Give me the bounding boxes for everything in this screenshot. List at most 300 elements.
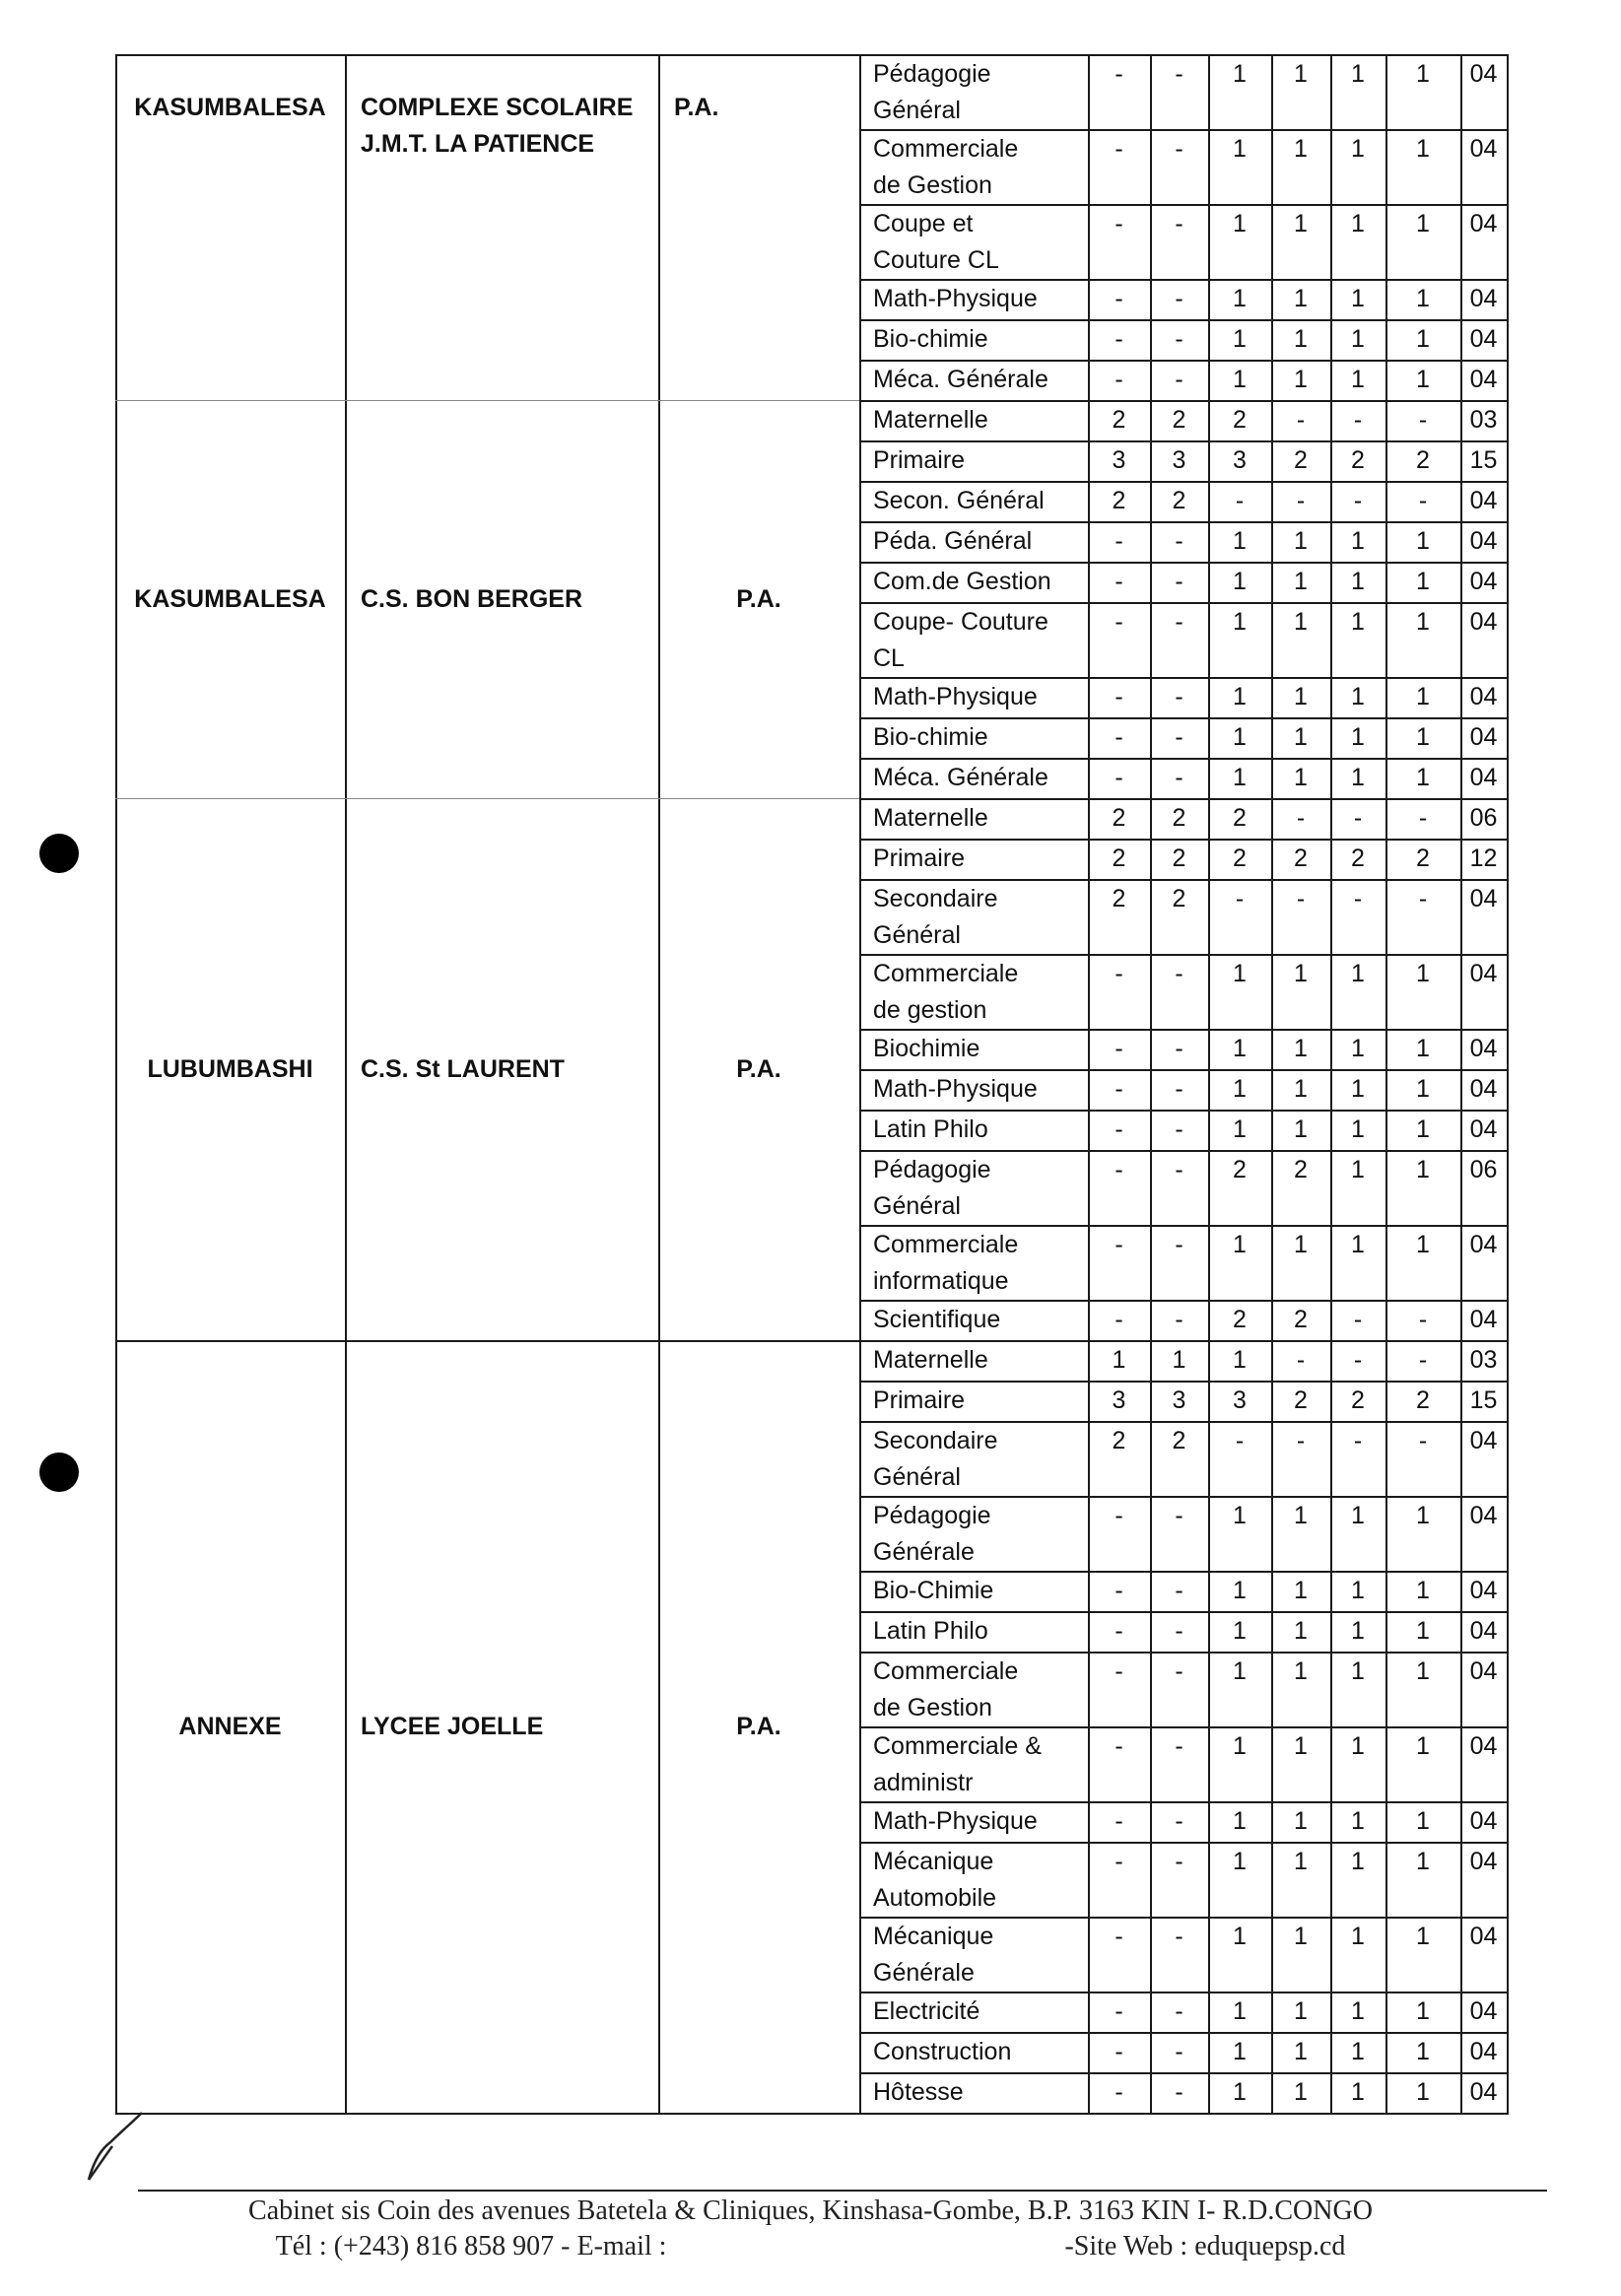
management-regime: P.A.: [736, 585, 781, 613]
row-total: 03: [1469, 1346, 1498, 1374]
level-count: 2: [1233, 406, 1247, 434]
group-divider: [115, 1340, 859, 1342]
level-count: 1: [1233, 60, 1247, 88]
section-label: Math-Physique: [873, 683, 1038, 710]
row-total: 04: [1469, 960, 1498, 987]
level-count: 1: [1351, 2038, 1365, 2065]
row-total: 04: [1469, 608, 1498, 636]
section-label: Latin Philo: [873, 1617, 988, 1645]
level-count: -: [1114, 366, 1123, 393]
level-count: 1: [1233, 764, 1247, 791]
level-count: -: [1114, 135, 1123, 163]
section-label: Méca. Générale: [873, 366, 1048, 393]
level-count: 1: [1416, 1923, 1430, 1950]
level-count: 1: [1416, 960, 1430, 987]
level-count: -: [1175, 2078, 1183, 2106]
level-count: 1: [1351, 568, 1365, 595]
level-count: 1: [1294, 2078, 1308, 2106]
level-count: 1: [1294, 1848, 1308, 1875]
level-count: 1: [1416, 1657, 1430, 1685]
section-label: Commerciale &: [873, 1732, 1042, 1760]
level-count: 1: [1416, 285, 1430, 312]
level-count: 1: [1351, 210, 1365, 237]
level-count: 1: [1294, 1997, 1308, 2025]
level-count: -: [1418, 487, 1428, 514]
level-count: -: [1175, 2038, 1183, 2065]
section-label: Bio-chimie: [873, 325, 988, 353]
school-name: C.S. St LAURENT: [361, 1055, 565, 1083]
level-count: 2: [1112, 406, 1126, 434]
district-name: LUBUMBASHI: [147, 1055, 313, 1083]
school-name: J.M.T. LA PATIENCE: [361, 130, 595, 158]
row-total: 15: [1469, 446, 1498, 474]
level-count: -: [1114, 527, 1123, 555]
level-count: -: [1353, 487, 1363, 514]
level-count: 1: [1351, 1035, 1365, 1062]
section-label: Méca. Générale: [873, 764, 1048, 791]
level-count: -: [1114, 723, 1123, 751]
level-count: 1: [1294, 527, 1308, 555]
level-count: 2: [1294, 1156, 1308, 1183]
district-name: KASUMBALESA: [134, 585, 326, 613]
section-label: Général: [873, 1192, 961, 1220]
section-label: Maternelle: [873, 1346, 988, 1374]
level-count: 1: [1351, 1577, 1365, 1604]
level-count: -: [1175, 1115, 1183, 1143]
level-count: -: [1175, 1848, 1183, 1875]
column-divider: [1088, 54, 1090, 2113]
level-count: 1: [1351, 1732, 1365, 1760]
level-count: 1: [1233, 960, 1247, 987]
level-count: 1: [1351, 1807, 1365, 1835]
level-count: 1: [1233, 723, 1247, 751]
level-count: 3: [1172, 446, 1186, 474]
level-count: 1: [1294, 1807, 1308, 1835]
footer-email-redacted: [673, 2231, 1057, 2262]
level-count: 2: [1294, 1386, 1308, 1414]
row-total: 06: [1469, 1156, 1498, 1183]
level-count: 1: [1351, 60, 1365, 88]
level-count: 1: [1416, 1035, 1430, 1062]
level-count: 1: [1172, 1346, 1186, 1374]
level-count: -: [1353, 1427, 1363, 1454]
row-total: 04: [1469, 683, 1498, 710]
footer-website: -Site Web : eduquepsp.cd: [1064, 2231, 1346, 2262]
section-label: administr: [873, 1769, 974, 1796]
column-divider: [1460, 54, 1462, 2113]
section-label: Math-Physique: [873, 1075, 1038, 1103]
level-count: 1: [1233, 1617, 1247, 1645]
level-count: -: [1175, 1075, 1183, 1103]
level-count: 2: [1112, 1427, 1126, 1454]
level-count: 2: [1172, 487, 1186, 514]
level-count: 3: [1233, 1386, 1247, 1414]
row-total: 04: [1469, 325, 1498, 353]
group-divider-faint: [115, 400, 859, 401]
footer-email-label: - E-mail :: [561, 2231, 667, 2262]
level-count: 1: [1233, 1732, 1247, 1760]
level-count: 1: [1294, 2038, 1308, 2065]
table-border-left: [115, 54, 117, 2113]
level-count: -: [1175, 1807, 1183, 1835]
level-count: 1: [1416, 366, 1430, 393]
level-count: 1: [1351, 1617, 1365, 1645]
level-count: 3: [1112, 1386, 1126, 1414]
level-count: -: [1114, 683, 1123, 710]
row-total: 04: [1469, 1577, 1498, 1604]
level-count: -: [1175, 683, 1183, 710]
section-label: Math-Physique: [873, 1807, 1038, 1835]
level-count: -: [1175, 568, 1183, 595]
level-count: 1: [1351, 608, 1365, 636]
level-count: 1: [1416, 1577, 1430, 1604]
section-label: Mécanique: [873, 1923, 994, 1950]
section-label: Coupe et: [873, 210, 974, 237]
level-count: 1: [1233, 325, 1247, 353]
section-label: Com.de Gestion: [873, 568, 1051, 595]
level-count: 2: [1112, 844, 1126, 872]
level-count: 1: [1351, 683, 1365, 710]
level-count: -: [1114, 285, 1123, 312]
level-count: 1: [1233, 1923, 1247, 1950]
level-count: 1: [1416, 764, 1430, 791]
level-count: 2: [1351, 1386, 1365, 1414]
level-count: -: [1114, 1231, 1123, 1258]
column-divider: [1271, 54, 1273, 2113]
level-count: 1: [1294, 1732, 1308, 1760]
section-label: Hôtesse: [873, 2078, 964, 2106]
level-count: 1: [1416, 60, 1430, 88]
row-total: 12: [1469, 844, 1498, 872]
column-divider: [658, 54, 660, 2113]
level-count: 1: [1233, 1848, 1247, 1875]
level-count: 1: [1416, 2078, 1430, 2106]
row-total: 04: [1469, 1035, 1498, 1062]
section-label: Automobile: [873, 1884, 997, 1912]
table-border-right: [1507, 54, 1509, 2113]
level-count: -: [1114, 1035, 1123, 1062]
level-count: -: [1175, 285, 1183, 312]
level-count: 1: [1294, 1035, 1308, 1062]
section-label: Construction: [873, 2038, 1012, 2065]
section-label: Générale: [873, 1959, 975, 1987]
level-count: -: [1175, 1502, 1183, 1529]
section-label: Secondaire: [873, 885, 998, 912]
level-count: -: [1114, 1115, 1123, 1143]
row-total: 03: [1469, 406, 1498, 434]
level-count: -: [1418, 1306, 1428, 1333]
group-divider-faint: [115, 798, 859, 799]
level-count: 1: [1416, 325, 1430, 353]
signature-mark: [81, 2109, 160, 2188]
level-count: 1: [1351, 285, 1365, 312]
level-count: -: [1114, 1156, 1123, 1183]
section-label: Général: [873, 97, 961, 124]
row-total: 04: [1469, 1427, 1498, 1454]
level-count: -: [1175, 1306, 1183, 1333]
level-count: -: [1114, 608, 1123, 636]
row-total: 06: [1469, 804, 1498, 832]
level-count: 1: [1416, 1848, 1430, 1875]
section-label: Secon. Général: [873, 487, 1045, 514]
level-count: 1: [1233, 683, 1247, 710]
level-count: 3: [1112, 446, 1126, 474]
section-label: Général: [873, 921, 961, 949]
level-count: -: [1175, 1617, 1183, 1645]
level-count: -: [1353, 1346, 1363, 1374]
row-total: 04: [1469, 1923, 1498, 1950]
level-count: 1: [1233, 608, 1247, 636]
table-border-bottom: [115, 2113, 1509, 2115]
level-count: 1: [1294, 608, 1308, 636]
level-count: -: [1175, 325, 1183, 353]
level-count: 1: [1416, 1115, 1430, 1143]
level-count: 2: [1112, 487, 1126, 514]
section-label: Général: [873, 1463, 961, 1491]
level-count: 2: [1351, 446, 1365, 474]
level-count: 1: [1416, 1502, 1430, 1529]
level-count: 2: [1172, 844, 1186, 872]
level-count: -: [1175, 1732, 1183, 1760]
row-total: 04: [1469, 366, 1498, 393]
level-count: 1: [1233, 2078, 1247, 2106]
row-total: 04: [1469, 2038, 1498, 2065]
row-total: 04: [1469, 487, 1498, 514]
level-count: 1: [1294, 366, 1308, 393]
section-label: Coupe- Couture: [873, 608, 1048, 636]
level-count: 1: [1351, 527, 1365, 555]
row-total: 04: [1469, 210, 1498, 237]
section-label: Bio-Chimie: [873, 1577, 994, 1604]
level-count: 1: [1233, 210, 1247, 237]
level-count: 1: [1294, 1923, 1308, 1950]
level-count: -: [1175, 210, 1183, 237]
level-count: 1: [1416, 1732, 1430, 1760]
level-count: -: [1296, 1346, 1306, 1374]
level-count: 1: [1294, 210, 1308, 237]
level-count: -: [1114, 2078, 1123, 2106]
row-total: 04: [1469, 1848, 1498, 1875]
level-count: 2: [1233, 1306, 1247, 1333]
level-count: 1: [1416, 2038, 1430, 2065]
section-label: Electricité: [873, 1997, 980, 2025]
level-count: 1: [1294, 135, 1308, 163]
level-count: 1: [1416, 1997, 1430, 2025]
level-count: -: [1418, 406, 1428, 434]
level-count: -: [1114, 1502, 1123, 1529]
level-count: -: [1114, 210, 1123, 237]
level-count: -: [1114, 1075, 1123, 1103]
district-name: ANNEXE: [178, 1713, 282, 1740]
level-count: 2: [1294, 1306, 1308, 1333]
level-count: 2: [1351, 844, 1365, 872]
level-count: -: [1114, 1848, 1123, 1875]
row-total: 04: [1469, 2078, 1498, 2106]
level-count: -: [1175, 366, 1183, 393]
level-count: -: [1353, 406, 1363, 434]
column-divider: [1330, 54, 1332, 2113]
level-count: 3: [1233, 446, 1247, 474]
section-label: Math-Physique: [873, 285, 1038, 312]
level-count: -: [1418, 804, 1428, 832]
level-count: 1: [1351, 2078, 1365, 2106]
section-label: Primaire: [873, 446, 966, 474]
section-label: de Gestion: [873, 1694, 992, 1722]
level-count: 1: [1416, 1156, 1430, 1183]
level-count: -: [1175, 1923, 1183, 1950]
school-name: LYCEE JOELLE: [361, 1713, 544, 1740]
level-count: 2: [1416, 1386, 1430, 1414]
level-count: 1: [1294, 723, 1308, 751]
level-count: -: [1175, 1231, 1183, 1258]
column-divider: [345, 54, 347, 2113]
level-count: -: [1296, 1427, 1306, 1454]
section-label: Pédagogie: [873, 1502, 991, 1529]
level-count: 1: [1233, 527, 1247, 555]
section-label: Biochimie: [873, 1035, 980, 1062]
level-count: 1: [1294, 960, 1308, 987]
column-divider: [859, 54, 861, 2113]
row-total: 04: [1469, 60, 1498, 88]
level-count: -: [1114, 1306, 1123, 1333]
level-count: 1: [1233, 135, 1247, 163]
section-label: Péda. Général: [873, 527, 1033, 555]
level-count: 1: [1351, 1156, 1365, 1183]
level-count: 2: [1172, 804, 1186, 832]
level-count: 1: [1294, 325, 1308, 353]
row-total: 04: [1469, 1231, 1498, 1258]
level-count: -: [1175, 1035, 1183, 1062]
level-count: -: [1353, 804, 1363, 832]
level-count: 1: [1416, 723, 1430, 751]
section-label: Commerciale: [873, 135, 1019, 163]
level-count: -: [1114, 60, 1123, 88]
level-count: 2: [1172, 406, 1186, 434]
row-total: 04: [1469, 1075, 1498, 1103]
row-total: 04: [1469, 135, 1498, 163]
level-count: -: [1296, 487, 1306, 514]
level-count: -: [1114, 1732, 1123, 1760]
column-divider: [1150, 54, 1152, 2113]
school-name: COMPLEXE SCOLAIRE: [361, 94, 634, 121]
section-label: Secondaire: [873, 1427, 998, 1454]
level-count: 1: [1351, 1923, 1365, 1950]
level-count: -: [1114, 764, 1123, 791]
level-count: -: [1114, 325, 1123, 353]
level-count: 1: [1294, 1231, 1308, 1258]
level-count: -: [1296, 804, 1306, 832]
level-count: 1: [1294, 1577, 1308, 1604]
level-count: 1: [1351, 1848, 1365, 1875]
level-count: 1: [1294, 1502, 1308, 1529]
level-count: 2: [1233, 844, 1247, 872]
level-count: 3: [1172, 1386, 1186, 1414]
level-count: -: [1175, 527, 1183, 555]
level-count: 1: [1351, 723, 1365, 751]
level-count: 2: [1172, 1427, 1186, 1454]
management-regime: P.A.: [674, 94, 719, 121]
row-total: 04: [1469, 527, 1498, 555]
level-count: 1: [1351, 1657, 1365, 1685]
level-count: 1: [1351, 764, 1365, 791]
level-count: 1: [1294, 764, 1308, 791]
section-label: Commerciale: [873, 1231, 1019, 1258]
row-total: 04: [1469, 1732, 1498, 1760]
level-count: -: [1114, 1807, 1123, 1835]
footer-address: Cabinet sis Coin des avenues Batetela & Cliniques, Kinshasa-Gombe, B.P. 3163 KIN I- R.D.CONGO: [248, 2195, 1373, 2226]
level-count: -: [1235, 1427, 1245, 1454]
level-count: 1: [1416, 527, 1430, 555]
level-count: -: [1114, 1617, 1123, 1645]
level-count: 1: [1233, 1075, 1247, 1103]
school-name: C.S. BON BERGER: [361, 585, 583, 613]
level-count: 1: [1351, 960, 1365, 987]
row-total: 04: [1469, 1997, 1498, 2025]
row-total: 04: [1469, 568, 1498, 595]
management-regime: P.A.: [736, 1713, 781, 1740]
row-total: 04: [1469, 1617, 1498, 1645]
level-count: 2: [1233, 804, 1247, 832]
level-count: 1: [1233, 1807, 1247, 1835]
level-count: 2: [1172, 885, 1186, 912]
level-count: 1: [1351, 1502, 1365, 1529]
level-count: 1: [1233, 1657, 1247, 1685]
binder-hole-bottom: [39, 1452, 79, 1492]
level-count: 2: [1416, 446, 1430, 474]
level-count: -: [1114, 1577, 1123, 1604]
section-label: de gestion: [873, 996, 987, 1024]
level-count: -: [1175, 1657, 1183, 1685]
section-label: Maternelle: [873, 406, 988, 434]
level-count: -: [1175, 723, 1183, 751]
level-count: -: [1114, 1923, 1123, 1950]
section-label: Couture CL: [873, 246, 999, 274]
row-total: 04: [1469, 885, 1498, 912]
level-count: 1: [1233, 1502, 1247, 1529]
level-count: 1: [1233, 1997, 1247, 2025]
level-count: -: [1114, 960, 1123, 987]
level-count: 1: [1416, 1231, 1430, 1258]
footer-telephone: Tél : (+243) 816 858 907: [275, 2231, 555, 2262]
level-count: -: [1175, 60, 1183, 88]
level-count: -: [1353, 1306, 1363, 1333]
level-count: 1: [1233, 1035, 1247, 1062]
level-count: 1: [1294, 60, 1308, 88]
level-count: -: [1175, 960, 1183, 987]
level-count: 1: [1233, 1346, 1247, 1374]
level-count: 1: [1233, 285, 1247, 312]
level-count: -: [1235, 487, 1245, 514]
row-total: 04: [1469, 1306, 1498, 1333]
level-count: 1: [1112, 1346, 1126, 1374]
level-count: -: [1175, 608, 1183, 636]
level-count: 1: [1294, 1617, 1308, 1645]
level-count: -: [1114, 2038, 1123, 2065]
level-count: 2: [1233, 1156, 1247, 1183]
level-count: 1: [1351, 1997, 1365, 2025]
level-count: 1: [1351, 325, 1365, 353]
level-count: 2: [1112, 885, 1126, 912]
level-count: 1: [1351, 1115, 1365, 1143]
level-count: 1: [1294, 568, 1308, 595]
level-count: 1: [1416, 1807, 1430, 1835]
row-total: 04: [1469, 1807, 1498, 1835]
row-total: 04: [1469, 285, 1498, 312]
level-count: -: [1418, 1346, 1428, 1374]
column-divider: [1385, 54, 1387, 2113]
section-label: Scientifique: [873, 1306, 1001, 1333]
level-count: 1: [1294, 1075, 1308, 1103]
